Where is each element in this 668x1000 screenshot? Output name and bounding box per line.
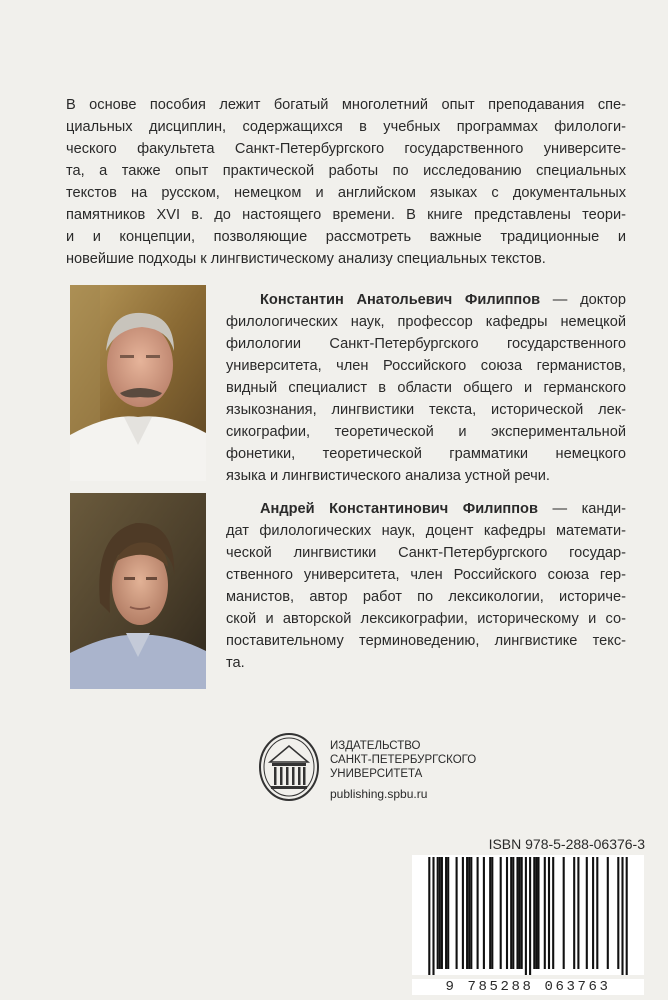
abstract-line: та, а также опыт практической работы по исследованию специальных <box>66 163 626 179</box>
barcode-bar <box>441 857 443 969</box>
bio-line: языкознания, лингвистики текста, исторической лек- <box>226 402 626 418</box>
barcode-bar <box>462 857 464 969</box>
publisher-url: publishing.spbu.ru <box>330 787 428 801</box>
barcode-bar <box>537 857 539 969</box>
author-name: Андрей Константинович Филиппов <box>260 501 538 517</box>
barcode-bar <box>447 857 449 969</box>
bio-line: ской и авторской лексикографии, историческому и со- <box>226 611 626 627</box>
barcode-bar <box>573 857 575 969</box>
bio-line: филологических наук, профессор кафедры немецкой <box>226 314 626 330</box>
barcode-bar <box>626 857 628 975</box>
bio-line: та. <box>226 655 245 671</box>
bio-line: дат филологических наук, доцент кафедры математи- <box>226 523 626 539</box>
barcode-bar <box>521 857 523 969</box>
barcode-bar <box>439 857 441 969</box>
barcode-bar <box>445 857 447 969</box>
barcode-bar <box>500 857 502 969</box>
barcode-bar <box>525 857 527 975</box>
barcode-bar <box>529 857 531 975</box>
author-photo-konstantin <box>70 285 206 481</box>
author-bio-konstantin <box>226 289 626 487</box>
barcode-bar <box>535 857 537 969</box>
abstract-line: и и концепции, позволяющие рассмотреть важные традиционные и <box>66 229 626 245</box>
barcode <box>412 855 644 995</box>
abstract-line: циальных дисциплин, содержащихся в учебных программах филологи- <box>66 119 626 135</box>
bio-line: языка и лингвистического анализа устной речи. <box>226 468 550 484</box>
abstract-line: В основе пособия лежит богатый многолетний опыт преподавания спе- <box>66 97 626 113</box>
barcode-bar <box>577 857 579 969</box>
bio-line: ственного университета, член Российского союза гер- <box>226 567 626 583</box>
barcode-bar <box>470 857 472 969</box>
barcode-bar <box>468 857 470 969</box>
abstract-text <box>66 94 626 270</box>
barcode-bar <box>596 857 598 969</box>
publisher-name-line: САНКТ-ПЕТЕРБУРГСКОГО <box>330 754 477 766</box>
bio-line: фонетики, теоретической грамматики немецкого <box>226 446 626 462</box>
bio-line: университета, член Российского союза германистов, <box>226 358 626 374</box>
publisher-name-line: УНИВЕРСИТЕТА <box>330 768 423 780</box>
barcode-bar <box>512 857 514 969</box>
barcode-bar <box>607 857 609 969</box>
barcode-bar <box>621 857 623 975</box>
barcode-bar <box>516 857 518 969</box>
bio-line: видный специалист в области общего и германского <box>226 380 626 396</box>
barcode-bar <box>506 857 508 969</box>
bio-line: сикографии, теоретической и экспериментальной <box>226 424 626 440</box>
barcode-bar <box>563 857 565 969</box>
barcode-bar <box>617 857 619 969</box>
author-bio-andrey <box>226 498 626 674</box>
barcode-bar <box>491 857 493 969</box>
barcode-bar <box>428 857 430 975</box>
bio-line: — канди- <box>537 501 626 517</box>
barcode-bar <box>586 857 588 969</box>
barcode-bar <box>489 857 491 969</box>
bio-line: ческой лингвистики Санкт-Петербургского государ- <box>226 545 626 561</box>
barcode-bar <box>544 857 546 969</box>
abstract-line: текстов на русском, немецком и английском языках с документальных <box>66 185 626 201</box>
author-photo-andrey <box>70 493 206 689</box>
abstract-line: новейшие подходы к лингвистическому анализу специальных текстов. <box>66 251 546 267</box>
author-name: Константин Анатольевич Филиппов <box>260 292 541 308</box>
barcode-bar <box>456 857 458 969</box>
university-seal-icon <box>258 732 320 802</box>
bio-line: филологии Санкт-Петербургского государственного <box>226 336 626 352</box>
barcode-digits: 9 785288 063763 <box>412 979 644 995</box>
barcode-bar <box>533 857 535 969</box>
barcode-bar <box>592 857 594 969</box>
barcode-bar <box>483 857 485 969</box>
barcode-bar <box>437 857 439 969</box>
barcode-bar <box>466 857 468 969</box>
barcode-bar <box>510 857 512 969</box>
bio-line: манистов, автор работ по лексикологии, историче- <box>226 589 626 605</box>
abstract-line: памятников XVI в. до настоящего времени. В книге представлены теори- <box>66 207 626 223</box>
barcode-bar <box>432 857 434 975</box>
publisher-block <box>258 732 558 804</box>
bio-line: поставительному терминоведению, лингвистике текс- <box>226 633 626 649</box>
barcode-bar <box>552 857 554 969</box>
publisher-name-line: ИЗДАТЕЛЬСТВО <box>330 740 421 752</box>
isbn-label: ISBN 978-5-288-06376-3 <box>488 836 645 852</box>
barcode-bar <box>477 857 479 969</box>
bio-line: — доктор <box>540 292 627 308</box>
barcode-bar <box>548 857 550 969</box>
abstract-line: ческого факультета Санкт-Петербургского государственного университе- <box>66 141 626 157</box>
barcode-bars <box>412 855 644 975</box>
barcode-bar <box>519 857 521 969</box>
